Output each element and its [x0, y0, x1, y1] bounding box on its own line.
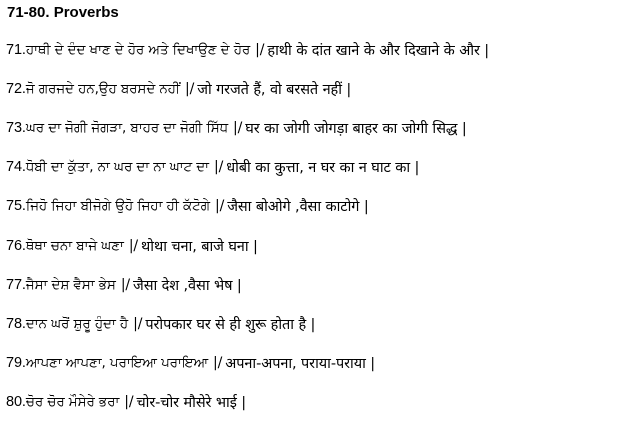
proverb-separator: |/ [213, 355, 223, 372]
proverb-hindi: अपना-अपना, पराया-पराया | [225, 356, 376, 373]
proverb-separator: |/ [184, 80, 195, 97]
proverb-number: 72. [6, 80, 26, 97]
proverb-punjabi: ਧੋਬੀ ਦਾ ਕੁੱਤਾ, ਨਾ ਘਰ ਦਾ ਨਾ ਘਾਟ ਦਾ [25, 159, 209, 176]
proverb-separator: |/ [133, 315, 143, 332]
proverb-number: 80. [6, 394, 26, 411]
proverb-punjabi: ਜੈਸਾ ਦੇਸ਼ ਵੈਸਾ ਭੇਸ [25, 276, 116, 293]
proverb-punjabi: ਜਿਹੋ ਜਿਹਾ ਬੀਜੋਗੇ ਉਹੋ ਜਿਹਾ ਹੀ ਕੱਟੋਗੇ [25, 198, 210, 215]
proverb-hindi: धोबी का कुत्ता, न घर का न घाट का | [226, 160, 420, 177]
proverb-punjabi: ਚੋਰ ਚੋਰ ਮੌਸੇਰੇ ਭਰਾ [25, 394, 120, 411]
proverb-row [6, 30, 636, 69]
proverb-row [6, 304, 636, 343]
proverb-hindi: चोर-चोर मौसेरे भाई | [136, 395, 247, 412]
proverb-number: 77. [6, 276, 26, 293]
proverb-separator: |/ [233, 119, 243, 136]
proverb-row [6, 226, 636, 265]
page-heading: 71-80. Proverbs [7, 4, 119, 21]
proverb-punjabi: ਜੋ ਗਰਜਦੇ ਹਨ,ਉਹ ਬਰਸਦੇ ਨਹੀਂ [25, 80, 180, 97]
proverb-row [6, 344, 636, 383]
proverb-separator: |/ [255, 41, 265, 58]
proverb-row [6, 265, 636, 304]
proverb-number: 73. [6, 119, 26, 136]
proverb-separator: |/ [128, 237, 139, 254]
proverb-separator: |/ [214, 198, 225, 215]
proverb-separator: |/ [124, 394, 134, 411]
proverb-hindi: घर का जोगी जोगड़ा बाहर का जोगी सिद्ध | [245, 120, 467, 137]
proverb-list [6, 30, 636, 422]
proverb-hindi: थोथा चना, बाजे घना | [141, 238, 258, 255]
proverb-number: 79. [6, 355, 26, 372]
proverb-number: 71. [6, 41, 26, 58]
proverb-number: 75. [6, 198, 26, 215]
proverb-separator: |/ [120, 276, 131, 293]
proverb-row [6, 69, 636, 108]
proverb-separator: |/ [213, 159, 224, 176]
proverb-punjabi: ਦਾਨ ਘਰੋਂ ਸ਼ੁਰੂ ਹੁੰਦਾ ਹੈ [25, 315, 129, 332]
proverb-row [6, 148, 636, 187]
proverb-punjabi: ਹਾਥੀ ਦੇ ਦੰਦ ਖਾਣ ਦੇ ਹੋਰ ਅਤੇ ਦਿਖਾਉਣ ਦੇ ਹੋਰ [25, 41, 251, 58]
proverb-row [6, 108, 636, 147]
proverb-hindi: जो गरजते हैं, वो बरसते नहीं | [197, 81, 352, 98]
proverb-number: 78. [6, 315, 26, 332]
proverb-hindi: परोपकार घर से ही शुरू होता है | [145, 316, 316, 333]
proverb-row [6, 187, 636, 226]
proverb-number: 74. [6, 159, 26, 176]
proverb-number: 76. [6, 237, 26, 254]
proverb-punjabi: ਘਰ ਦਾ ਜੋਗੀ ਜੋਗੜਾ, ਬਾਹਰ ਦਾ ਜੋਗੀ ਸਿੱਧ [25, 119, 229, 136]
proverb-punjabi: ਆਪਣਾ ਆਪਣਾ, ਪਰਾਇਆ ਪਰਾਇਆ [25, 355, 209, 372]
proverb-hindi: जैसा देश ,वैसा भेष | [133, 277, 242, 294]
proverb-punjabi: ਥੋਥਾ ਚਨਾ ਬਾਜੇ ਘਣਾ [25, 237, 124, 254]
proverb-row [6, 383, 636, 422]
proverb-hindi: जैसा बोओगे ,वैसा काटोगे | [227, 199, 369, 216]
proverb-hindi: हाथी के दांत खाने के और दिखाने के और | [267, 42, 490, 59]
